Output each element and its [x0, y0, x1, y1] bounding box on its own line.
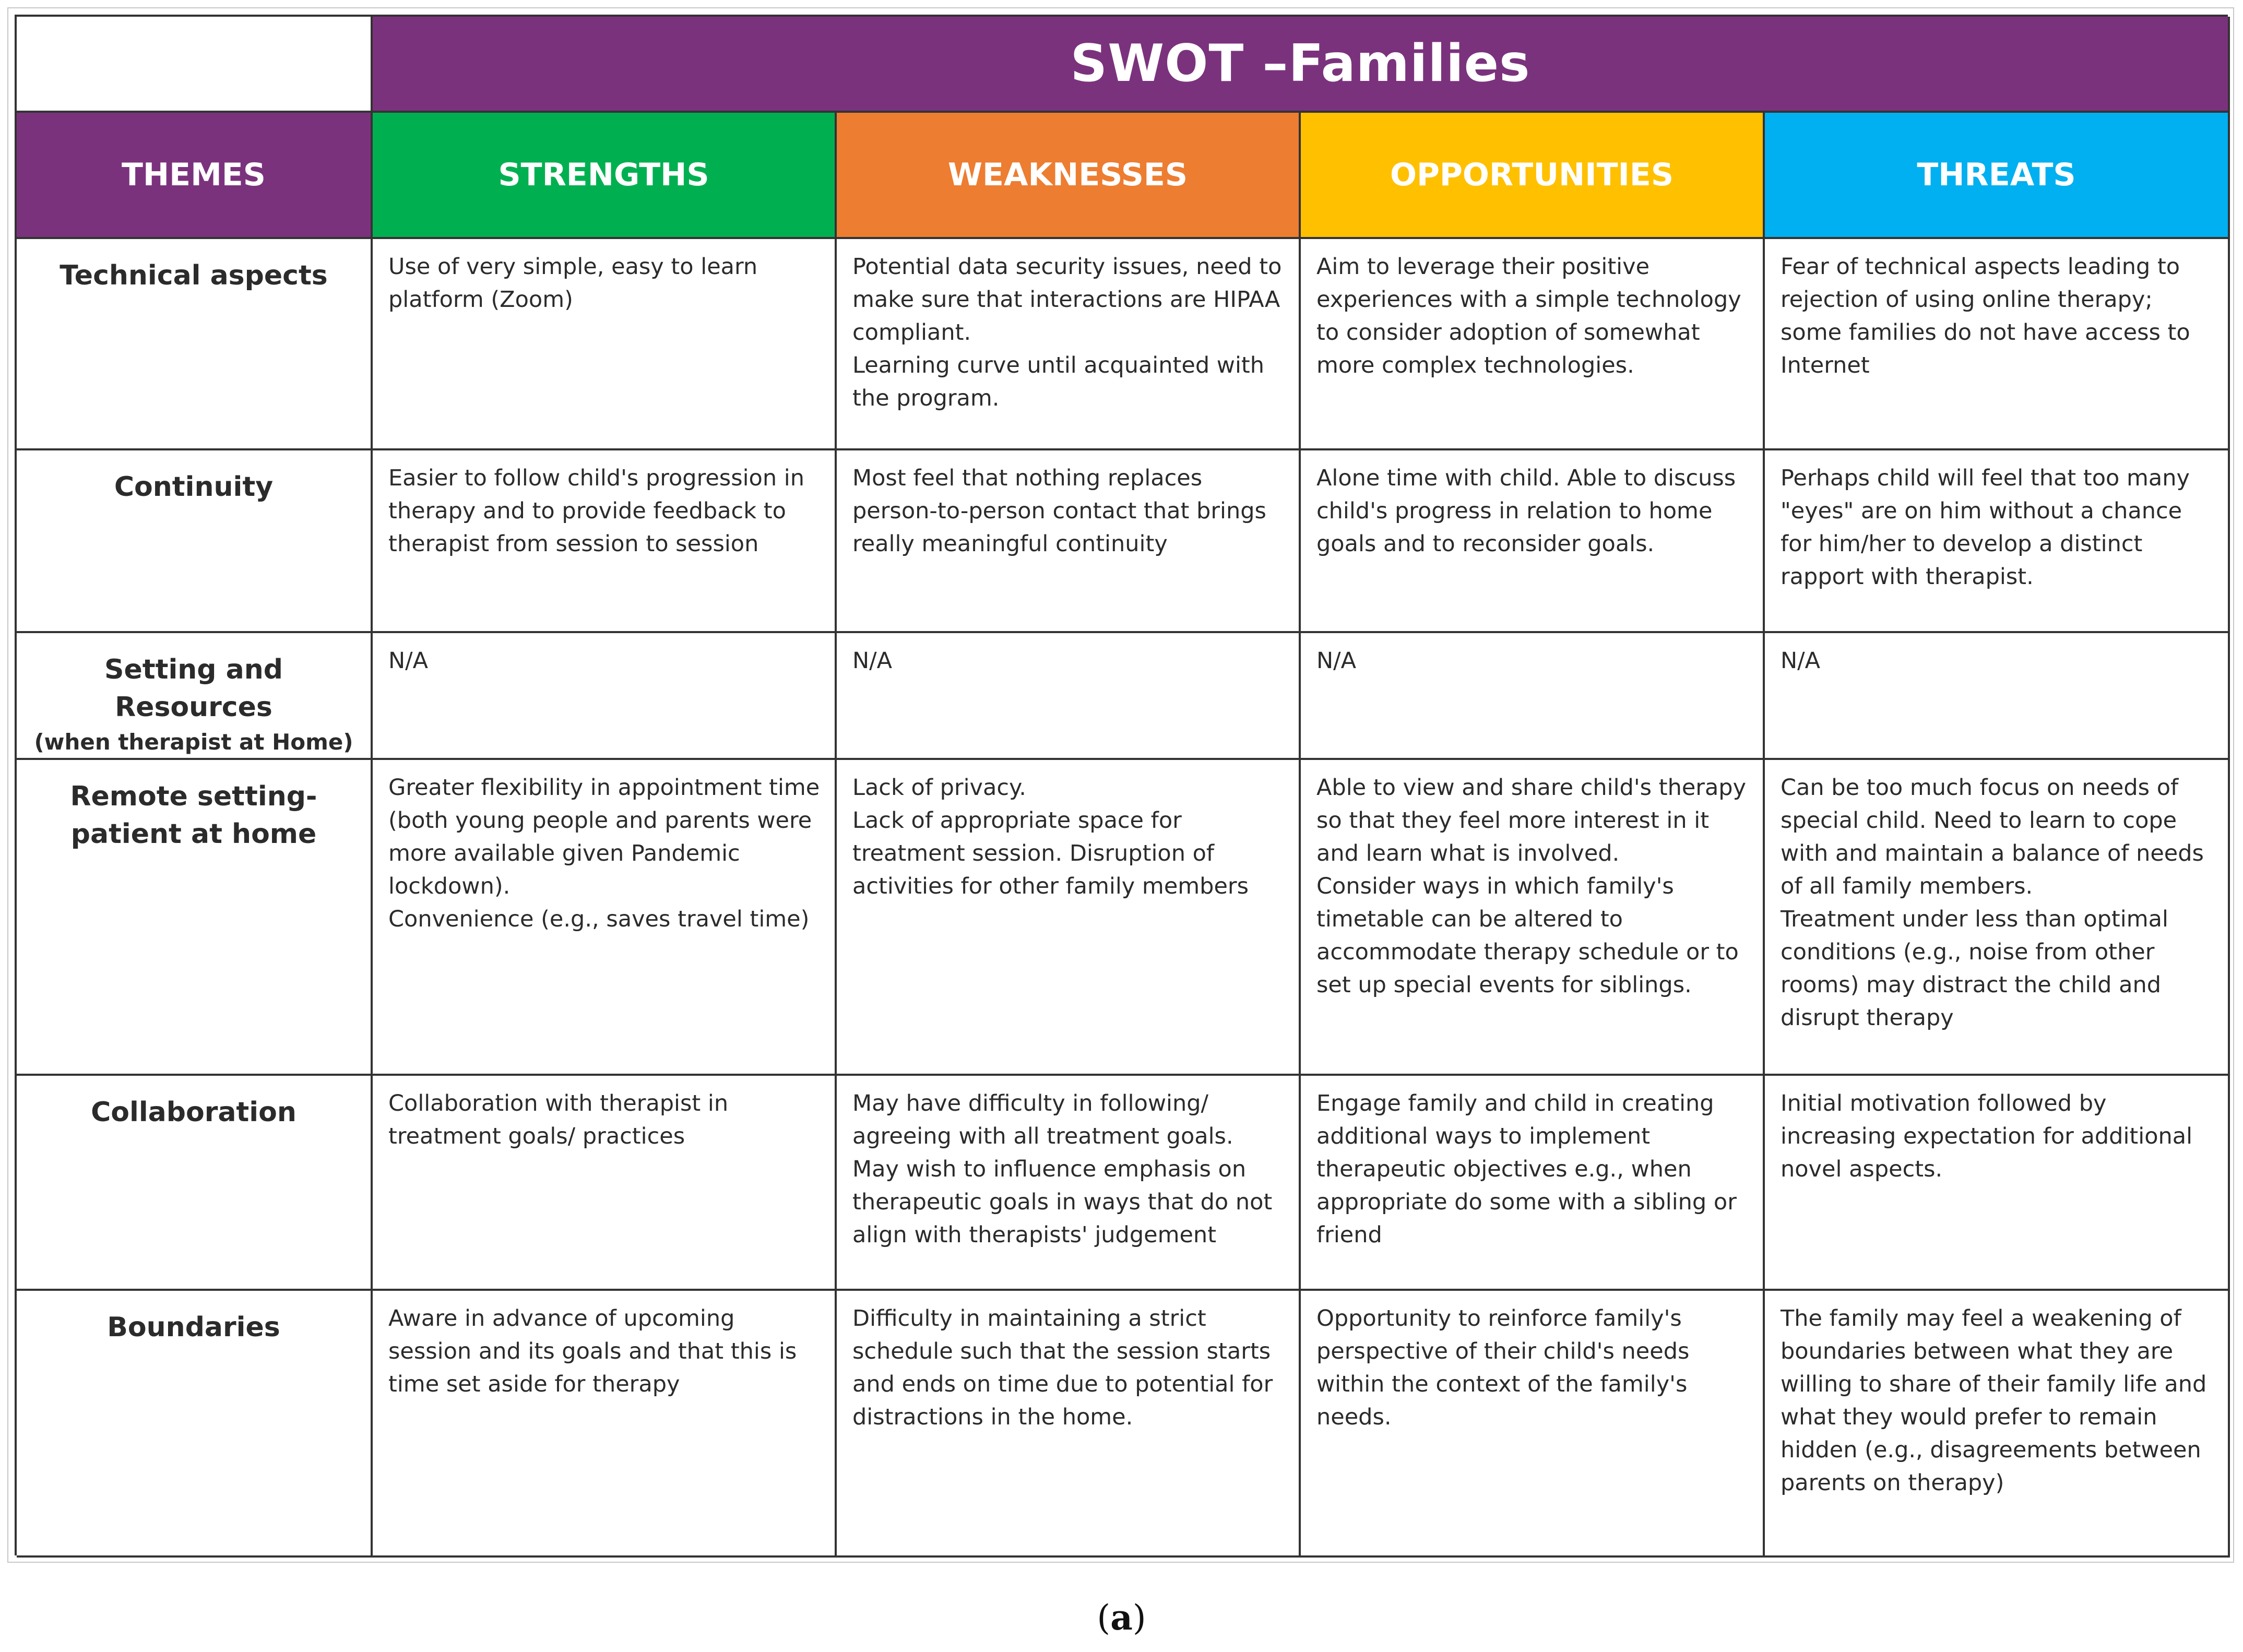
theme-label: Technical aspects: [60, 260, 328, 291]
opportunities-cell: Engage family and child in creating additional ways to implement therapeutic objectives e.g., when appropriate do some with a sibling or friend: [1301, 1076, 1765, 1291]
threats-cell: Fear of technical aspects leading to rejection of using online therapy; some families do not have access to Internet: [1765, 239, 2230, 450]
header-threats: THREATS: [1765, 113, 2230, 239]
opportunities-cell: Able to view and share child's therapy so that they feel more interest in it and learn what is involved. Consider ways in which family's timetable can be altered to accommodate therapy schedule or to set up special events for siblings.: [1301, 760, 1765, 1076]
title-banner: [373, 17, 2230, 113]
figure-caption: [0, 1597, 2243, 1638]
theme-cell: [17, 450, 373, 633]
weaknesses-cell: Lack of privacy. Lack of appropriate space for treatment session. Disruption of activities for other family members: [837, 760, 1301, 1076]
weaknesses-cell: Potential data security issues, need to make sure that interactions are HIPAA compliant. Learning curve until acquainted with the program.: [837, 239, 1301, 450]
swot-table: [15, 15, 2228, 1555]
threats-cell: Can be too much focus on needs of special child. Need to learn to cope with and maintain a balance of needs of all family members. Treatment under less than optimal conditions (e.g., noise from other rooms) may distract the child and disrupt therapy: [1765, 760, 2230, 1076]
theme-sublabel: (when therapist at Home): [34, 729, 353, 755]
theme-label: Continuity: [114, 471, 274, 503]
opportunities-cell: Aim to leverage their positive experiences with a simple technology to consider adoption of somewhat more complex technologies.: [1301, 239, 1765, 450]
caption-letter: a: [1110, 1597, 1133, 1638]
theme-label: Collaboration: [91, 1097, 296, 1128]
strengths-cell: Aware in advance of upcoming session and its goals and that this is time set aside for therapy: [373, 1291, 837, 1558]
header-opportunities: OPPORTUNITIES: [1301, 113, 1765, 239]
caption-open: (: [1097, 1598, 1111, 1638]
strengths-cell: Use of very simple, easy to learn platform (Zoom): [373, 239, 837, 450]
opportunities-cell: Alone time with child. Able to discuss child's progress in relation to home goals and to reconsider goals.: [1301, 450, 1765, 633]
theme-cell: [17, 1291, 373, 1558]
opportunities-cell: N/A: [1301, 633, 1765, 760]
theme-cell: [17, 1076, 373, 1291]
threats-cell: Perhaps child will feel that too many "eyes" are on him without a chance for him/her to develop a distinct rapport with therapist.: [1765, 450, 2230, 633]
strengths-cell: Greater flexibility in appointment time (both young people and parents were more available given Pandemic lockdown). Convenience (e.g., saves travel time): [373, 760, 837, 1076]
corner-cell: [17, 17, 373, 113]
threats-cell: N/A: [1765, 633, 2230, 760]
theme-label: Remote setting- patient at home: [70, 781, 317, 850]
table-title: SWOT –Families: [1070, 34, 1530, 93]
weaknesses-cell: Difficulty in maintaining a strict schedule such that the session starts and ends on time due to potential for distractions in the home.: [837, 1291, 1301, 1558]
theme-label: Boundaries: [107, 1312, 280, 1343]
threats-cell: The family may feel a weakening of boundaries between what they are willing to share of their family life and what they would prefer to remain hidden (e.g., disagreements between parents on therapy): [1765, 1291, 2230, 1558]
weaknesses-cell: May have difficulty in following/ agreeing with all treatment goals. May wish to influence emphasis on therapeutic goals in ways that do not align with therapists' judgement: [837, 1076, 1301, 1291]
header-strengths: STRENGTHS: [373, 113, 837, 239]
weaknesses-cell: N/A: [837, 633, 1301, 760]
theme-cell: [17, 760, 373, 1076]
weaknesses-cell: Most feel that nothing replaces person-to-person contact that brings really meaningful continuity: [837, 450, 1301, 633]
theme-cell: [17, 239, 373, 450]
strengths-cell: N/A: [373, 633, 837, 760]
strengths-cell: Easier to follow child's progression in therapy and to provide feedback to therapist from session to session: [373, 450, 837, 633]
opportunities-cell: Opportunity to reinforce family's perspective of their child's needs within the context of the family's needs.: [1301, 1291, 1765, 1558]
threats-cell: Initial motivation followed by increasing expectation for additional novel aspects.: [1765, 1076, 2230, 1291]
caption-close: ): [1132, 1598, 1146, 1638]
strengths-cell: Collaboration with therapist in treatment goals/ practices: [373, 1076, 837, 1291]
header-weaknesses: WEAKNESSES: [837, 113, 1301, 239]
theme-cell: [17, 633, 373, 760]
header-themes: THEMES: [17, 113, 373, 239]
theme-label: Setting and Resources: [104, 654, 283, 723]
